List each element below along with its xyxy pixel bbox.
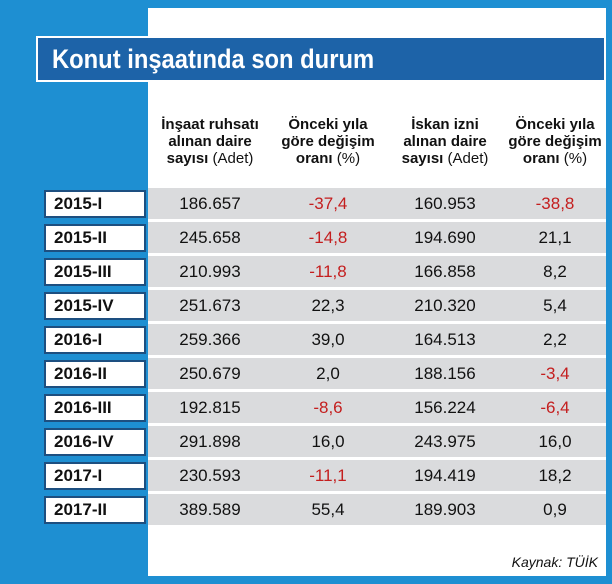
cell-permit-count: 259.366 (179, 330, 241, 349)
source-note: Kaynak: TÜİK (511, 554, 598, 570)
row-period-label: 2015-I (44, 190, 146, 218)
column-header-permit-count (150, 116, 270, 186)
cell-occupancy-change: -38,8 (535, 194, 575, 213)
cell-permit-count: 210.993 (179, 262, 241, 281)
cell-permit-change: 39,0 (311, 330, 345, 349)
cell-occupancy-change: 5,4 (543, 296, 567, 315)
cell-occupancy-change: 0,9 (543, 500, 567, 519)
title-bar (36, 36, 606, 82)
row-period-label: 2015-II (44, 224, 146, 252)
cell-occupancy-count: 210.320 (414, 296, 476, 315)
column-header-occupancy-count (390, 116, 500, 186)
cell-permit-change: -11,1 (309, 466, 347, 485)
row-period-label: 2015-III (44, 258, 146, 286)
cell-occupancy-change: -6,4 (540, 398, 570, 417)
cell-permit-count: 291.898 (179, 432, 241, 451)
right-frame-band (606, 0, 612, 584)
cell-permit-change: 22,3 (311, 296, 345, 315)
cell-permit-change: 2,0 (316, 364, 340, 383)
cell-occupancy-change: -3,4 (540, 364, 570, 383)
cell-occupancy-count: 156.224 (414, 398, 476, 417)
column-header-line: göre değişim (508, 133, 602, 150)
cell-permit-count: 389.589 (179, 500, 241, 519)
row-period-label: 2016-IV (44, 428, 146, 456)
column-header-unit: (Adet) (447, 150, 489, 167)
cell-occupancy-count: 164.513 (414, 330, 476, 349)
row-period-label: 2016-II (44, 360, 146, 388)
cell-permit-change: -11,8 (309, 262, 347, 281)
cell-permit-change: -37,4 (308, 194, 348, 213)
cell-permit-change: 55,4 (311, 500, 345, 519)
column-header-line: İnşaat ruhsatı (161, 116, 259, 133)
cell-occupancy-count: 166.858 (414, 262, 476, 281)
cell-occupancy-count: 194.419 (414, 466, 476, 485)
cell-occupancy-count: 243.975 (414, 432, 476, 451)
cell-permit-change: -8,6 (313, 398, 343, 417)
cell-occupancy-count: 194.690 (414, 228, 476, 247)
cell-permit-count: 230.593 (179, 466, 241, 485)
cell-permit-count: 245.658 (179, 228, 241, 247)
row-period-label: 2017-I (44, 462, 146, 490)
row-period-label: 2015-IV (44, 292, 146, 320)
row-period-label: 2016-I (44, 326, 146, 354)
cell-permit-change: -14,8 (308, 228, 348, 247)
column-header-occupancy-change (505, 116, 605, 186)
column-header-line: alınan daire (403, 133, 487, 150)
cell-occupancy-change: 18,2 (538, 466, 572, 485)
column-header-unit: (Adet) (212, 150, 254, 167)
cell-occupancy-change: 8,2 (543, 262, 567, 281)
column-header-line: Önceki yıla (288, 116, 368, 133)
cell-occupancy-count: 160.953 (414, 194, 476, 213)
cell-permit-count: 186.657 (179, 194, 241, 213)
column-header-line: İskan izni (411, 116, 479, 133)
column-header-line: oranı (522, 150, 560, 167)
column-header-line: Önceki yıla (515, 116, 595, 133)
column-header-line: sayısı (166, 150, 209, 167)
top-frame-band (0, 0, 612, 8)
column-header-line: oranı (295, 150, 333, 167)
cell-occupancy-change: 16,0 (538, 432, 572, 451)
cell-occupancy-change: 2,2 (543, 330, 567, 349)
cell-permit-change: 16,0 (311, 432, 345, 451)
row-period-label: 2016-III (44, 394, 146, 422)
column-header-unit: (%) (563, 150, 588, 167)
cell-permit-count: 250.679 (179, 364, 241, 383)
bottom-frame-band (0, 576, 612, 584)
cell-occupancy-change: 21,1 (538, 228, 572, 247)
column-header-permit-change (278, 116, 378, 186)
column-header-line: alınan daire (168, 133, 252, 150)
column-header-line: sayısı (401, 150, 444, 167)
cell-permit-count: 251.673 (179, 296, 241, 315)
column-header-unit: (%) (336, 150, 361, 167)
cell-permit-count: 192.815 (179, 398, 241, 417)
page-title: Konut inşaatında son durum (52, 43, 375, 74)
cell-occupancy-count: 188.156 (414, 364, 476, 383)
cell-occupancy-count: 189.903 (414, 500, 476, 519)
column-header-line: göre değişim (281, 133, 375, 150)
row-period-label: 2017-II (44, 496, 146, 524)
